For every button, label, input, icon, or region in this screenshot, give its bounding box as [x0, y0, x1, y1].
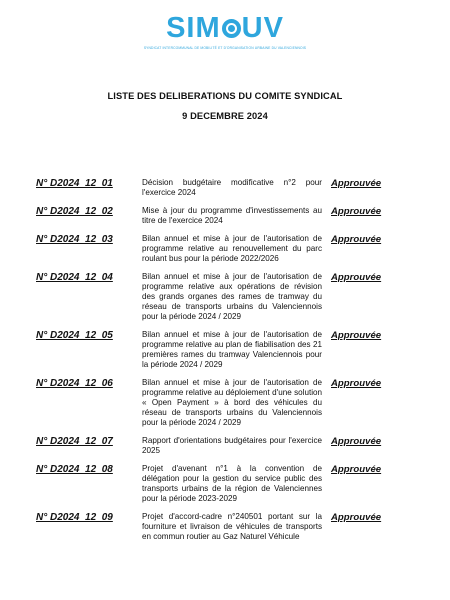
- status-badge: Approuvée: [331, 436, 382, 447]
- status-badge: Approuvée: [331, 330, 382, 341]
- list-item: [0, 512, 450, 542]
- meeting-date: 9 DECEMBRE 2024: [182, 111, 268, 121]
- deliberation-number: N° D2024_12_08: [36, 464, 113, 475]
- deliberation-number: N° D2024_12_06: [36, 378, 113, 389]
- deliberation-description: Rapport d'orientations budgétaires pour l'exercice 2025: [142, 436, 322, 455]
- deliberation-number: N° D2024_12_03: [36, 234, 113, 245]
- deliberation-number: N° D2024_12_09: [36, 512, 113, 523]
- logo-wordmark: [166, 14, 284, 43]
- deliberation-list: [0, 178, 450, 550]
- status-badge: Approuvée: [331, 378, 382, 389]
- deliberation-number: N° D2024_12_05: [36, 330, 113, 341]
- deliberation-number: N° D2024_12_07: [36, 436, 113, 447]
- deliberation-description: Projet d'accord-cadre n°240501 portant sur la fourniture et livraison de véhicules de transports en commun routier au Gaz Naturel Véhicule: [142, 512, 322, 541]
- logo-circle-icon: [222, 19, 241, 38]
- list-item: [0, 272, 450, 322]
- status-badge: Approuvée: [331, 178, 382, 189]
- deliberation-description: Bilan annuel et mise à jour de l'autorisation de programme relative au renouvellement du parc roulant bus pour la période 2022/2026: [142, 234, 322, 263]
- status-badge: Approuvée: [331, 234, 382, 245]
- status-badge: Approuvée: [331, 272, 382, 283]
- status-badge: Approuvée: [331, 464, 382, 475]
- deliberation-description: Mise à jour du programme d'investissements au titre de l'exercice 2024: [142, 206, 322, 225]
- list-item: [0, 178, 450, 198]
- list-item: [0, 330, 450, 370]
- status-badge: Approuvée: [331, 206, 382, 217]
- deliberation-number: N° D2024_12_02: [36, 206, 113, 217]
- deliberation-description: Décision budgétaire modificative n°2 pour l'exercice 2024: [142, 178, 322, 197]
- status-badge: Approuvée: [331, 512, 382, 523]
- list-item: [0, 436, 450, 456]
- list-item: [0, 206, 450, 226]
- logo-text-right: UV: [241, 12, 284, 44]
- logo-text-left: SIM: [166, 12, 221, 44]
- deliberation-description: Projet d'avenant n°1 à la convention de délégation pour la gestion du service public des transports urbains de la région de Valenciennes pour la période 2023-2029: [142, 464, 322, 503]
- document-title: [0, 90, 450, 130]
- logo-tagline: SYNDICAT INTERCOMMUNAL DE MOBILITÉ ET D'ORGANISATION URBAINE DU VALENCIENNOIS: [143, 46, 307, 50]
- deliberation-number: N° D2024_12_04: [36, 272, 113, 283]
- list-item: [0, 234, 450, 264]
- deliberation-number: N° D2024_12_01: [36, 178, 113, 189]
- page-title: LISTE DES DELIBERATIONS DU COMITE SYNDICAL: [107, 91, 343, 101]
- deliberation-description: Bilan annuel et mise à jour de l'autorisation de programme relative au plan de fiabilisation des 21 premières rames du tramway Valenciennois pour la période 2024 / 2029: [142, 330, 322, 369]
- logo: [0, 14, 450, 50]
- list-item: [0, 464, 450, 504]
- list-item: [0, 378, 450, 428]
- deliberation-description: Bilan annuel et mise à jour de l'autorisation de programme relative aux opérations de révision des grands organes des rames de tramway du réseau de transports urbains du Valenciennois pour la période 2024 / 2029: [142, 272, 322, 321]
- deliberation-description: Bilan annuel et mise à jour de l'autorisation de programme relative au déploiement d'une solution « Open Payment » à bord des véhicules du réseau de transports urbains du Valenciennois pour la période 2024 / 2029: [142, 378, 322, 427]
